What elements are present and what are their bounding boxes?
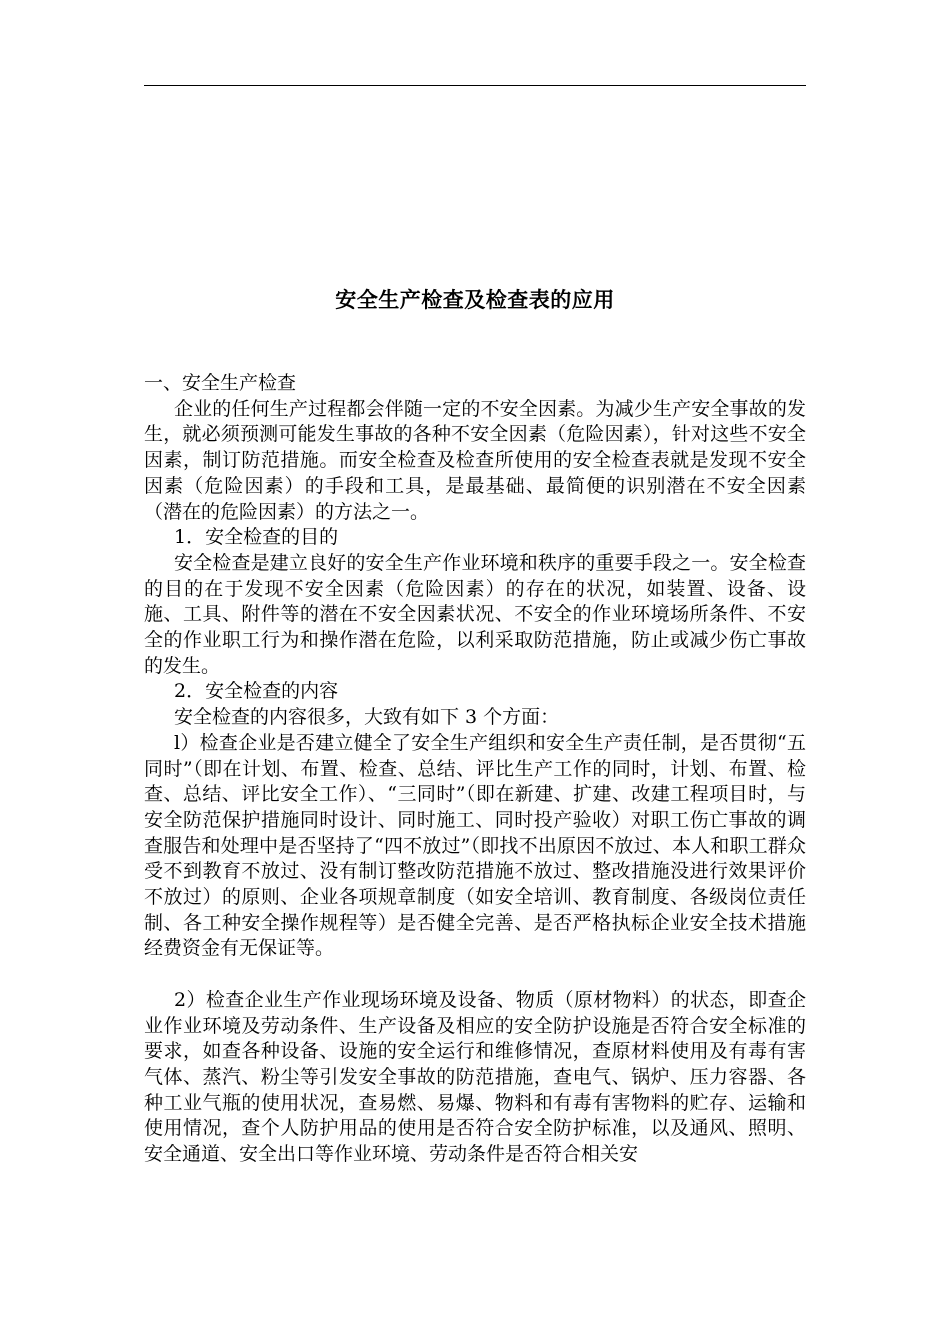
paragraph-gap — [144, 962, 806, 988]
header-rule — [144, 85, 806, 86]
subsection-heading: 1．安全检查的目的 — [174, 526, 339, 549]
subsection-heading: 2．安全检查的内容 — [174, 680, 339, 703]
document-title: 安全生产检查及检查表的应用 — [335, 288, 615, 312]
list-item: l）检查企业是否建立健全了安全生产组织和安全生产责任制，是否贯彻“五同时”（即在计划、布置、检查、总结、评比生产工作的同时，计划、布置、检查、总结、评比安全工作）、“三同时”（即在新建、扩建、改建工程项目时，与安全防范保护措施同时设计、同时施工、同时投产验收）对职工伤亡事故的调查服告和处理中是否坚持了“四不放过”（即找不出原因不放过、本人和职工群众受不到教育不放过、没有制订整改防范措施不放过、整改措施没进行效果评价不放过）的原则、企业各项规章制度（如安全培训、教育制度、各级岗位责任制、各工种安全操作规程等）是否健全完善、是否严格执标企业安全技术措施经费资金有无保证等。 — [144, 731, 806, 960]
section-heading: 一、安全生产检查 — [144, 372, 297, 394]
paragraph: 企业的任何生产过程都会伴随一定的不安全因素。为减少生产安全事故的发生，就必须预测可能发生事故的各种不安全因素（危险因素），针对这些不安全因素，制订防范措施。而安全检查及检查所使用的安全检查表就是发现不安全因素（危险因素）的手段和工具，是最基础、最简便的识别潜在不安全因素（潜在的危险因素）的方法之一。 — [144, 397, 806, 523]
document-body — [144, 371, 806, 1168]
paragraph: 安全检查的内容很多，大致有如下 3 个方面： — [174, 706, 560, 729]
list-item: 2）检查企业生产作业现场环境及设备、物质（原材物料）的状态，即查企业作业环境及劳动条件、生产设备及相应的安全防护设施是否符合安全标准的要求，如查各种设备、设施的安全运行和维修情况，查原材料使用及有毒有害气体、蒸汽、粉尘等引发安全事故的防范措施，查电气、锅炉、压力容器、各种工业气瓶的使用状况，查易燃、易爆、物料和有毒有害物料的贮存、运输和使用情况，查个人防护用品的使用是否符合安全防护标准，以及通风、照明、安全通道、安全出口等作业环境、劳动条件是否符合相关安 — [144, 988, 806, 1166]
paragraph: 安全检查是建立良好的安全生产作业环境和秩序的重要手段之一。安全检查的目的在于发现不安全因素（危险因素）的存在的状况，如装置、设备、设施、工具、附件等的潜在不安全因素状况、不安全的作业环境场所条件、不安全的作业职工行为和操作潜在危险，以利采取防范措施，防止或减少伤亡事故的发生。 — [144, 551, 806, 677]
